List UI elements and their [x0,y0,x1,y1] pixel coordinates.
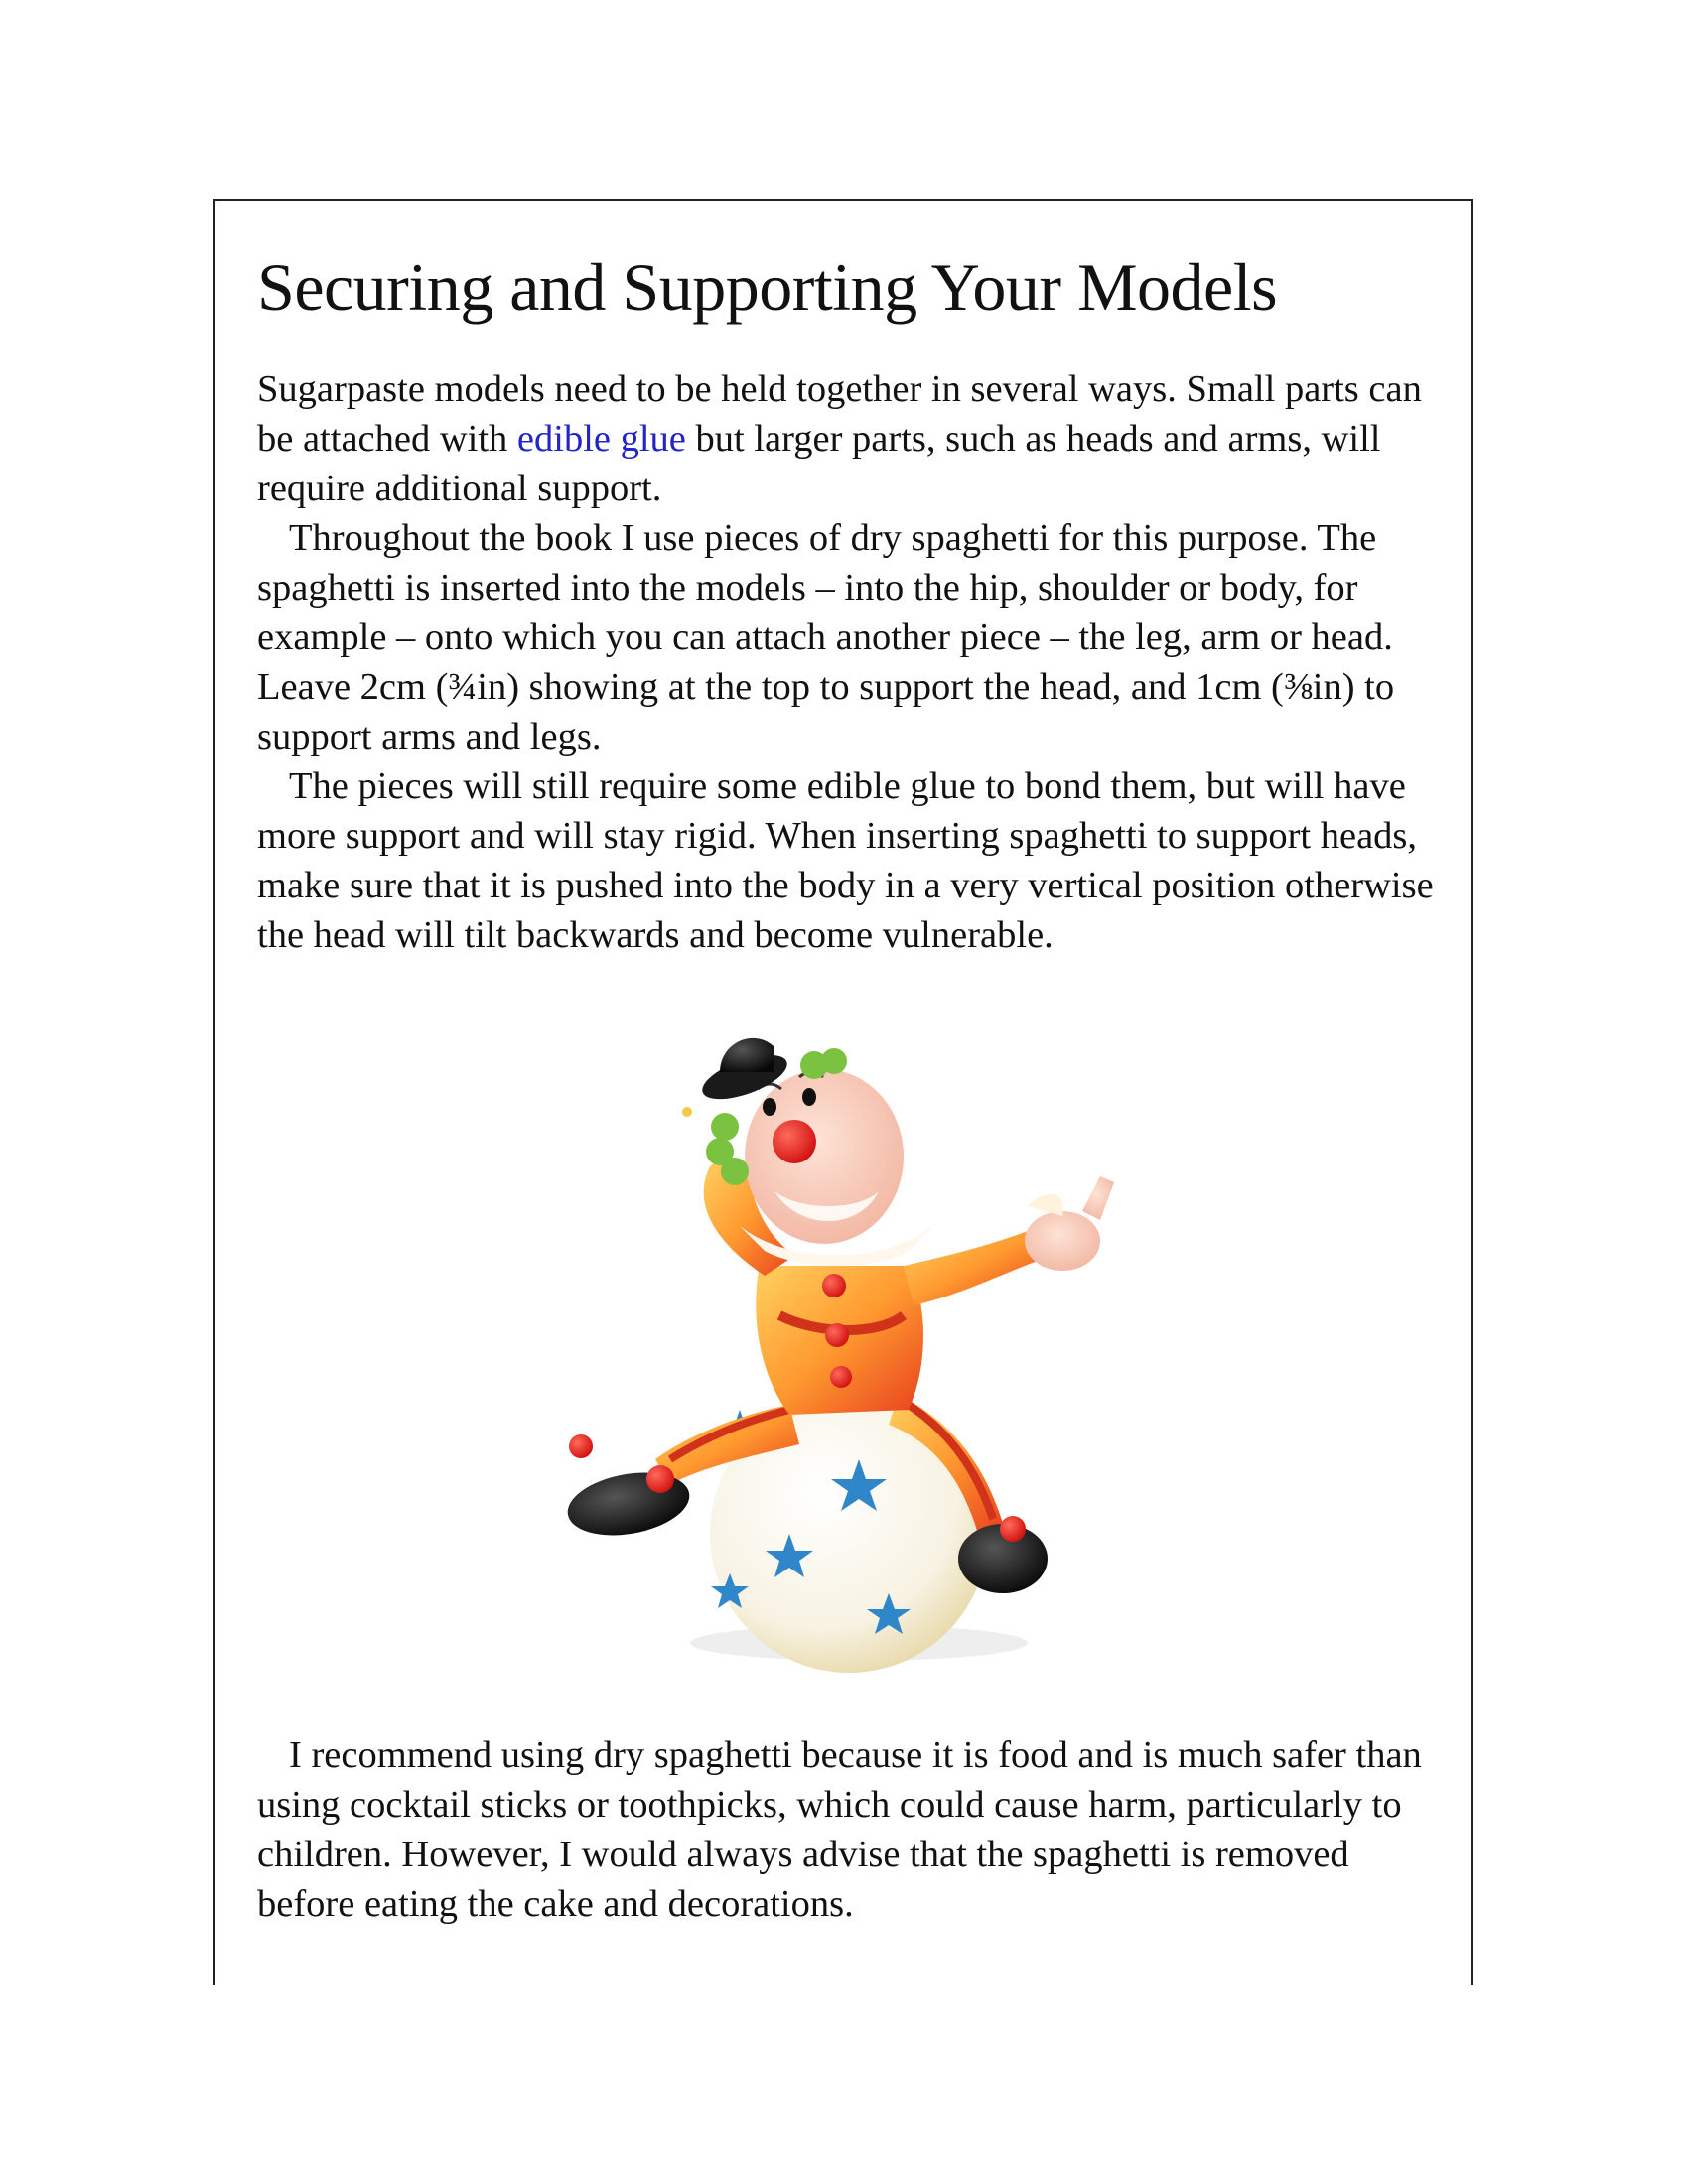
article-content [257,250,1439,1929]
paragraph-intro-text-end: but larger parts, such as heads and arms, will require additional support. [257,417,1381,509]
page-frame [213,199,1473,1985]
paragraph-recommendation: I recommend using dry spaghetti because it is food and is much safer than using cocktail sticks or toothpicks, which could cause harm, particularly to children. However, I would always advise that the spaghetti is removed before eating the cake and decorations. [257,1733,1422,1925]
paragraph-intro-text: Sugarpaste models need to be held together in several ways. Small parts can be attached with [257,367,1422,460]
paragraph-spaghetti: Throughout the book I use pieces of dry spaghetti for this purpose. The spaghetti is inserted into the models – into the hip, shoulder or body, for example – onto which you can attach another piece – the leg, arm or head. Leave 2cm (¾in) showing at the top to support the head, and 1cm (⅜in) to support arms and legs. [257,516,1395,757]
edible-glue-link[interactable]: edible glue [516,417,686,460]
paragraph-intro [257,364,1439,513]
clown-model-image [561,1018,1137,1673]
page-title: Securing and Supporting Your Models [257,249,1278,325]
paragraph-glue: The pieces will still require some edible glue to bond them, but will have more support and will stay rigid. When inserting spaghetti to support heads, make sure that it is pushed into the body in a very vertical position otherwise the head will tilt backwards and become vulnerable. [257,764,1434,956]
